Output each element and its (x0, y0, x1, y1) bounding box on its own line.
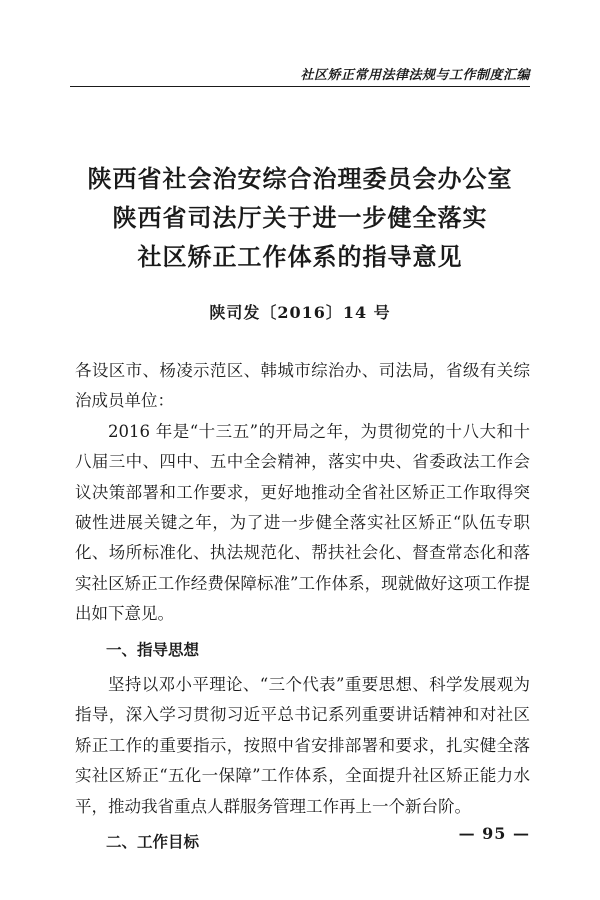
title-line-1: 陕西省社会治安综合治理委员会办公室 (87, 165, 513, 193)
document-number: 陕司发〔2016〕14 号 (209, 303, 391, 322)
header-rule (70, 86, 530, 87)
document-body (75, 356, 530, 863)
section-heading-work-goals: 二、工作目标 (106, 833, 200, 852)
title-line-2: 陕西省司法厅关于进一步健全落实 (112, 204, 488, 232)
section-heading-guiding-ideology: 一、指导思想 (106, 640, 200, 659)
intro-paragraph: 2016 年是“十三五”的开局之年，为贯彻党的十八大和十八届三中、四中、五中全会精神，落实中央、省委政法工作会议决策部署和工作要求，更好地推动全省社区矫正工作取得突破性进展关键之年，为了进一步健全落实社区矫正“队伍专职化、场所标准化、执法规范化、帮扶社会化、督查常态化和落实社区矫正工作经费保障标准”工作体系，现就做好这项工作提出如下意见。 (75, 421, 530, 624)
guiding-ideology-paragraph: 坚持以邓小平理论、“三个代表”重要思想、科学发展观为指导，深入学习贯彻习近平总书记系列重要讲话精神和对社区矫正工作的重要指示，按照中省安排部署和要求，扎实健全落实社区矫正“五化一保障”工作体系，全面提升社区矫正能力水平，推动我省重点人群服务管理工作再上一个新台阶。 (75, 675, 530, 816)
running-header: 社区矫正常用法律法规与工作制度汇编 (300, 68, 530, 83)
title-line-3: 社区矫正工作体系的指导意见 (137, 243, 463, 271)
document-title (60, 160, 540, 277)
recipients-paragraph: 各设区市、杨凌示范区、韩城市综治办、司法局，省级有关综治成员单位： (75, 361, 530, 411)
page-number: — 95 — (458, 824, 530, 843)
